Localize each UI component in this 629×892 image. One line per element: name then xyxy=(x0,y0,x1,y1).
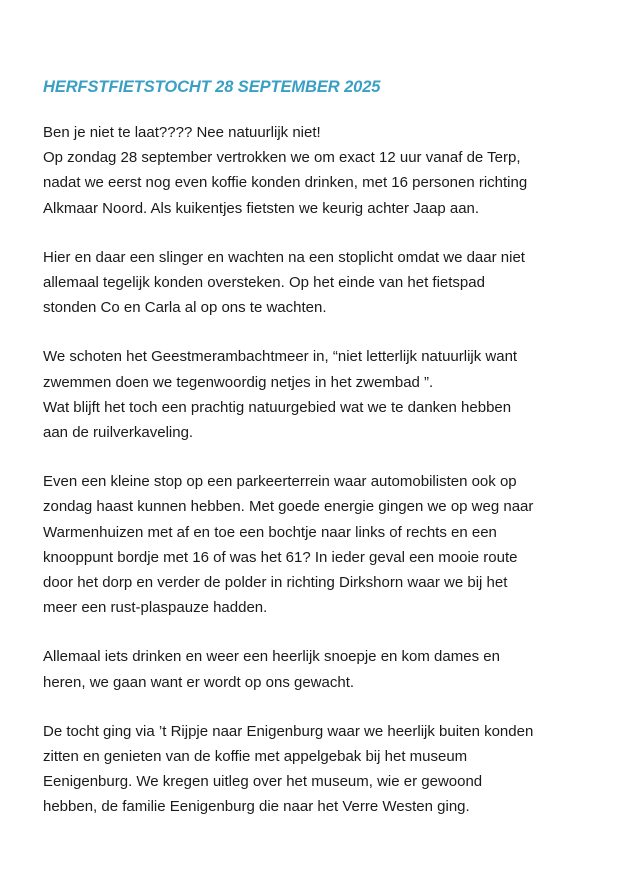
document-title: HERFSTFIETSTOCHT 28 SEPTEMBER 2025 xyxy=(43,78,381,96)
paragraph-6 xyxy=(43,719,599,820)
text-line: heren, we gaan want er wordt op ons gewacht. xyxy=(43,673,355,691)
paragraph-2 xyxy=(43,245,599,321)
text-line: Warmenhuizen met af en toe een bochtje naar links of rechts en een xyxy=(43,523,497,541)
text-line: nadat we eerst nog even koffie konden drinken, met 16 personen richting xyxy=(43,174,528,192)
paragraph-1 xyxy=(43,120,599,221)
text-line: Alkmaar Noord. Als kuikentjes fietsten we keurig achter Jaap aan. xyxy=(43,199,480,217)
paragraph-5 xyxy=(43,644,599,694)
text-line: allemaal tegelijk konden oversteken. Op het einde van het fietspad xyxy=(43,274,485,292)
text-line: Ben je niet te laat???? Nee natuurlijk niet! xyxy=(43,124,321,141)
paragraph-4 xyxy=(43,469,599,620)
text-line: zwemmen doen we tegenwoordig netjes in het zwembad ”. xyxy=(43,373,434,391)
text-line: De tocht ging via ’t Rijpje naar Enigenburg waar we heerlijk buiten konden xyxy=(43,722,534,740)
text-line: knooppunt bordje met 16 of was het 61? In ieder geval een mooie route xyxy=(43,548,518,566)
text-line: zondag haast kunnen hebben. Met goede energie gingen we op weg naar xyxy=(43,498,534,516)
text-line: meer een rust-plaspauze hadden. xyxy=(43,599,268,617)
text-line: stonden Co en Carla al op ons te wachten. xyxy=(43,299,327,317)
text-line: aan de ruilverkaveling. xyxy=(43,424,194,442)
text-line: hebben, de familie Eenigenburg die naar het Verre Westen ging. xyxy=(43,798,470,816)
text-line: Even een kleine stop op een parkeerterrein waar automobilisten ook op xyxy=(43,473,517,491)
text-line: door het dorp en verder de polder in richting Dirkshorn waar we bij het xyxy=(43,574,508,592)
text-line: Wat blijft het toch een prachtig natuurgebied wat we te danken hebben xyxy=(43,398,512,416)
text-line: Op zondag 28 september vertrokken we om exact 12 uur vanaf de Terp, xyxy=(43,149,521,167)
text-line: We schoten het Geestmerambachtmeer in, “niet letterlijk natuurlijk want xyxy=(43,348,518,366)
paragraph-3 xyxy=(43,344,599,445)
text-line: zitten en genieten van de koffie met appelgebak bij het museum xyxy=(43,748,468,766)
text-line: Hier en daar een slinger en wachten na een stoplicht omdat we daar niet xyxy=(43,248,525,266)
text-line: Allemaal iets drinken en weer een heerlijk snoepje en kom dames en xyxy=(43,648,500,666)
text-line: Eenigenburg. We kregen uitleg over het museum, wie er gewoond xyxy=(43,773,483,791)
